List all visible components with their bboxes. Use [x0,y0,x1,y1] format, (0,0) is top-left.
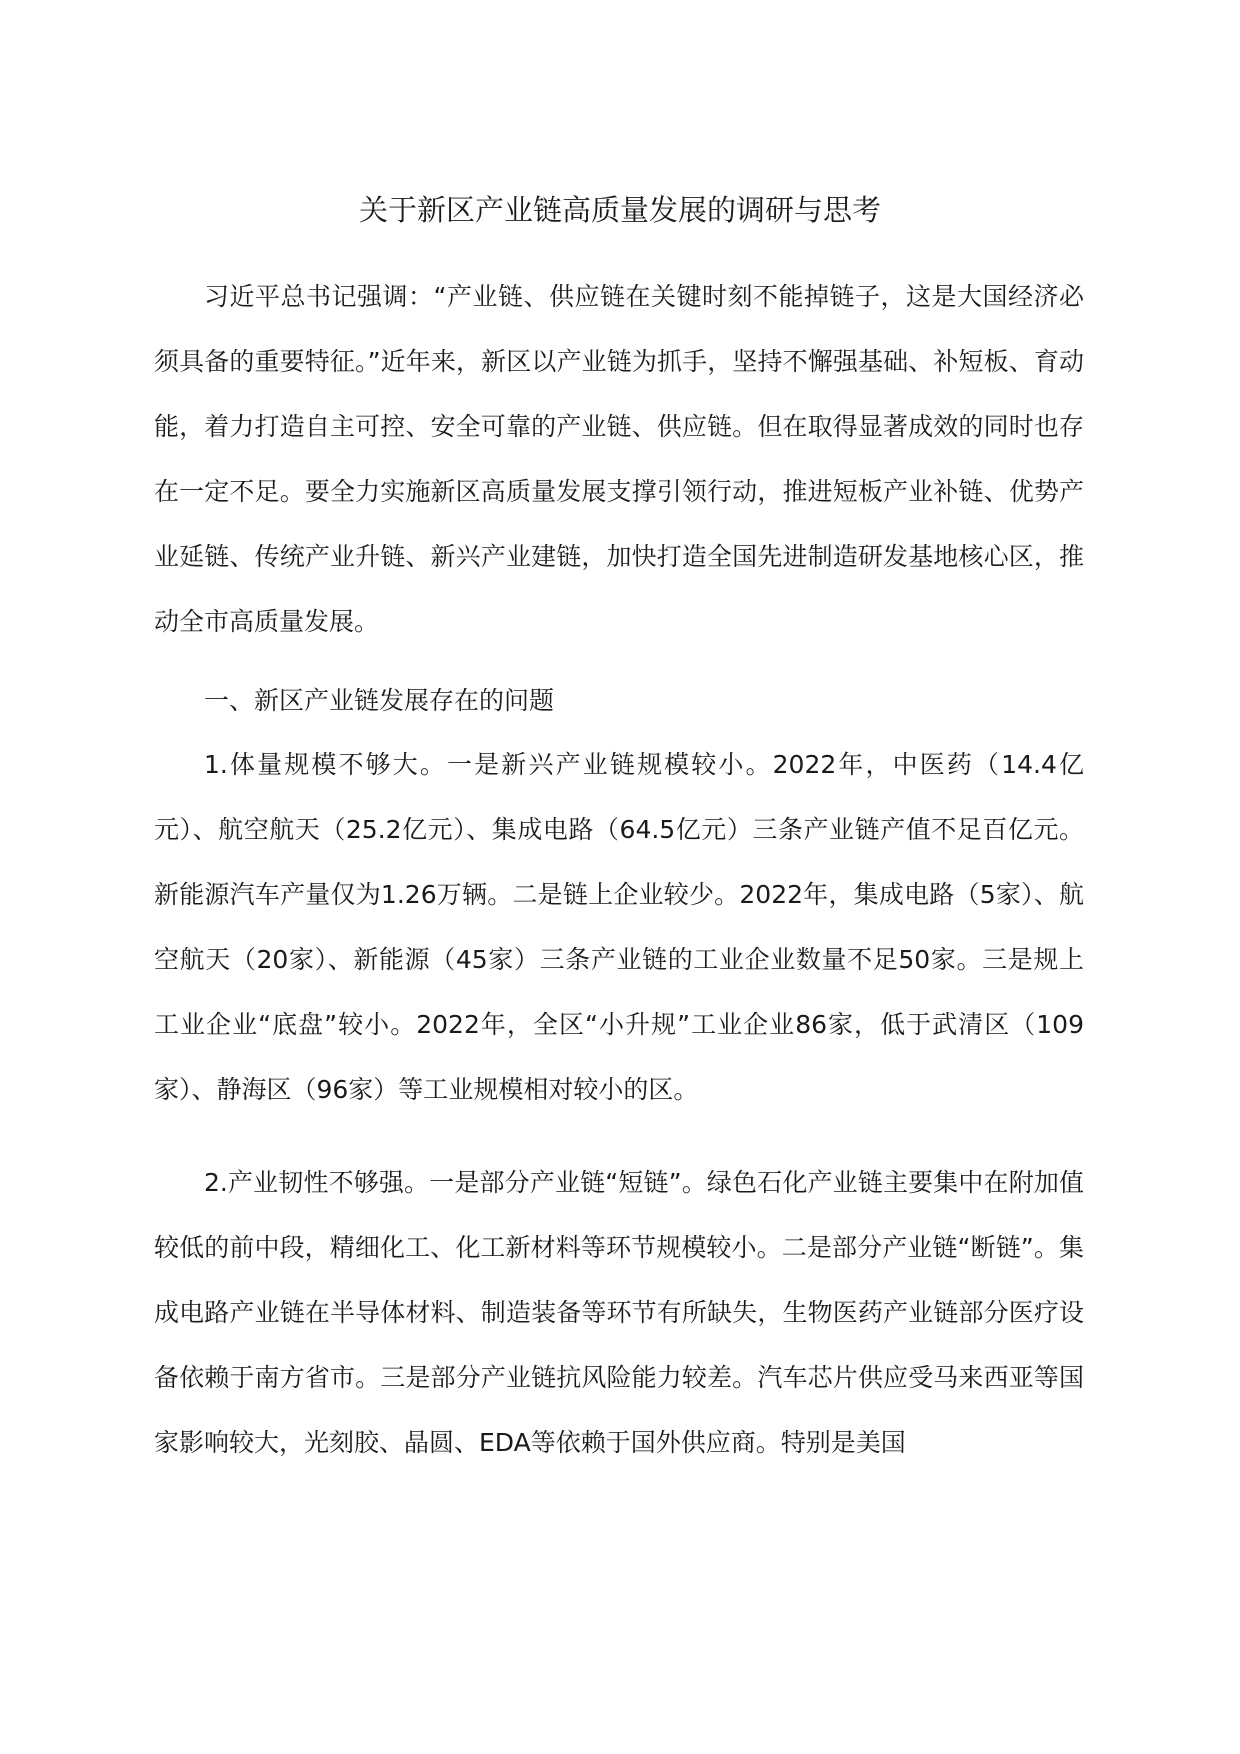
problem-item-2: 2.产业韧性不够强。一是部分产业链“短链”。绿色石化产业链主要集中在附加值较低的前中段，精细化工、化工新材料等环节规模较小。二是部分产业链“断链”。集成电路产业链在半导体材料、制造装备等环节有所缺失，生物医药产业链部分医疗设备依赖于南方省市。三是部分产业链抗风险能力较差。汽车芯片供应受马来西亚等国家影响较大，光刻胶、晶圆、EDA等依赖于国外供应商。特别是美国 [154,1168,1084,1457]
problem-item-1: 1.体量规模不够大。一是新兴产业链规模较小。2022年，中医药（14.4亿元）、航空航天（25.2亿元）、集成电路（64.5亿元）三条产业链产值不足百亿元。新能源汽车产量仅为1.26万辆。二是链上企业较少。2022年，集成电路（5家）、航空航天（20家）、新能源（45家）三条产业链的工业企业数量不足50家。三是规上工业企业“底盘”较小。2022年，全区“小升规”工业企业86家，低于武清区（109家）、静海区（96家）等工业规模相对较小的区。 [154,750,1084,1104]
intro-paragraph: 习近平总书记强调：“产业链、供应链在关键时刻不能掉链子，这是大国经济必须具备的重要特征。”近年来，新区以产业链为抓手，坚持不懈强基础、补短板、育动能，着力打造自主可控、安全可靠的产业链、供应链。但在取得显著成效的同时也存在一定不足。要全力实施新区高质量发展支撑引领行动，推进短板产业补链、优势产业延链、传统产业升链、新兴产业建链，加快打造全国先进制造研发基地核心区，推动全市高质量发展。 [154,282,1084,636]
section-heading: 一、新区产业链发展存在的问题 [204,686,555,715]
page-title: 关于新区产业链高质量发展的调研与思考 [358,193,881,227]
